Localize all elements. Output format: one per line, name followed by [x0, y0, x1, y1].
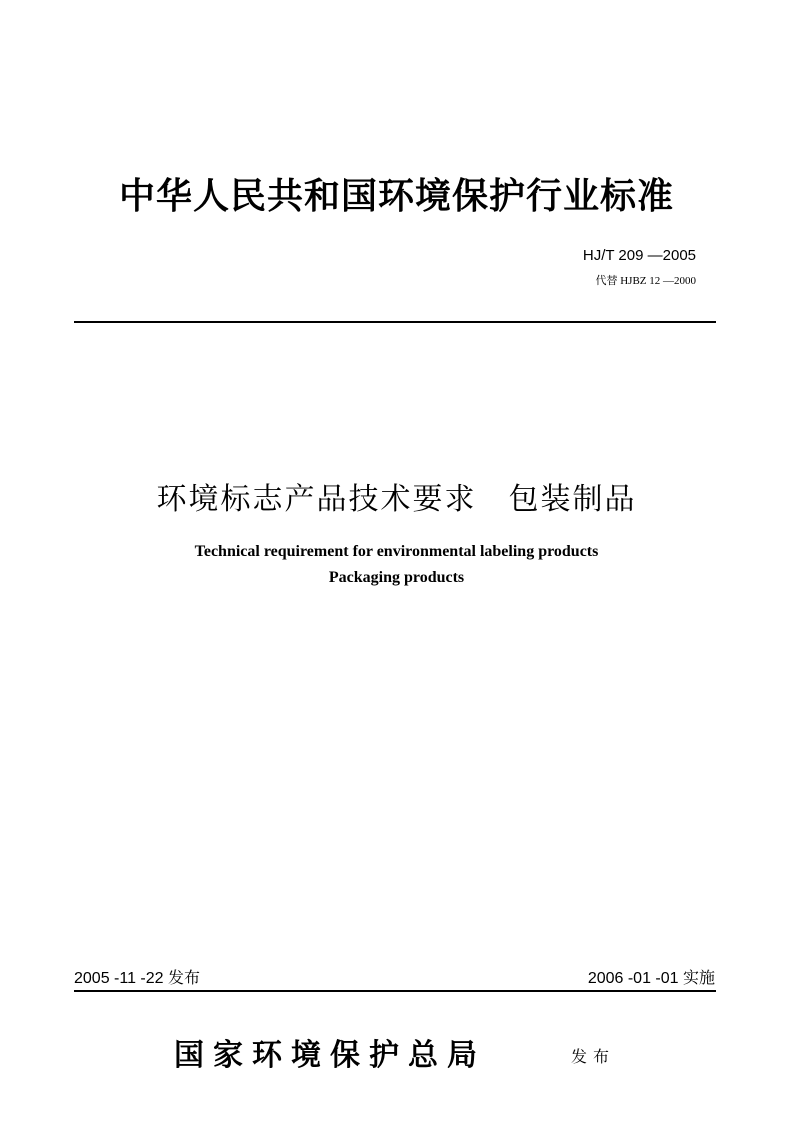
- issuing-action: 发布: [571, 1047, 616, 1066]
- replaces-standard: 代替 HJBZ 12 —2000: [595, 275, 696, 287]
- standard-number: HJ/T 209 —2005: [582, 247, 696, 264]
- bottom-divider: [74, 990, 716, 992]
- document-title-english-line-1: Technical requirement for environmental labeling products: [194, 543, 599, 560]
- standard-category-heading: 中华人民共和国环境保护行业标准: [118, 175, 674, 217]
- document-title-english-line-2: Packaging products: [328, 569, 465, 586]
- issue-date: 2005 -11 -22 发布: [74, 970, 200, 987]
- document-title-chinese: 环境标志产品技术要求 包装制品: [156, 482, 637, 517]
- issuing-authority: 国家环境保护总局: [174, 1038, 486, 1073]
- effective-date: 2006 -01 -01 实施: [587, 970, 715, 987]
- top-divider: [74, 321, 716, 323]
